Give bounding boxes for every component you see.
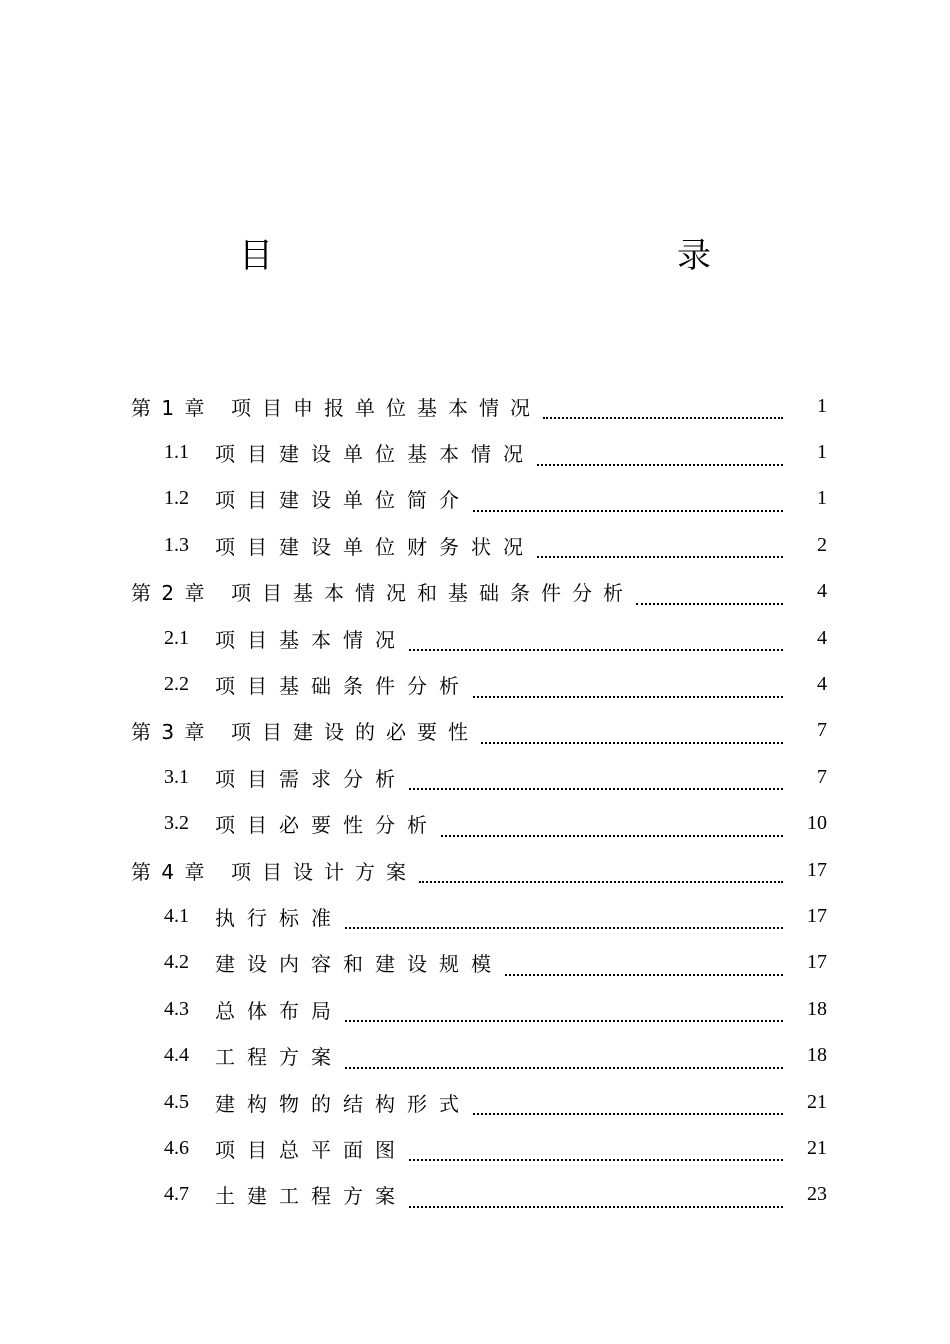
toc-section-entry[interactable] xyxy=(0,1032,950,1078)
toc-entry-number: 2.2 xyxy=(164,673,189,696)
toc-entry-number: 1.1 xyxy=(164,441,189,464)
toc-entry-label: 项目建设单位基本情况 xyxy=(215,442,535,467)
toc-entry-number: 4.4 xyxy=(164,1044,189,1067)
toc-entry-number: 第 3 章 xyxy=(131,720,207,745)
toc-section-entry[interactable] xyxy=(0,1125,950,1171)
toc-dot-leader xyxy=(345,1047,783,1069)
toc-entry-label: 总体布局 xyxy=(215,998,343,1023)
toc-entry-label: 项目申报单位基本情况 xyxy=(231,395,541,420)
toc-dot-leader xyxy=(473,676,783,698)
toc-section-entry[interactable] xyxy=(0,1172,950,1218)
toc-entry-number: 第 2 章 xyxy=(131,581,207,606)
toc-page-number: 17 xyxy=(807,951,827,974)
toc-page-number: 1 xyxy=(817,441,827,464)
toc-section-entry[interactable] xyxy=(0,1079,950,1125)
toc-entry-label: 工程方案 xyxy=(215,1045,343,1070)
toc-dot-leader xyxy=(537,536,783,558)
toc-entry-number: 4.1 xyxy=(164,904,189,927)
toc-section-entry[interactable] xyxy=(0,522,950,568)
toc-page-number: 1 xyxy=(817,394,827,417)
toc-section-entry[interactable] xyxy=(0,801,950,847)
toc-entry-label: 项目设计方案 xyxy=(231,859,417,884)
toc-chapter-entry[interactable] xyxy=(0,569,950,615)
toc-page-number: 7 xyxy=(817,765,827,788)
toc-dot-leader xyxy=(409,1139,783,1161)
toc-entry-label: 项目建设单位财务状况 xyxy=(215,534,535,559)
toc-chapter-entry[interactable] xyxy=(0,383,950,429)
toc-page-number: 4 xyxy=(817,626,827,649)
toc-page-number: 4 xyxy=(817,673,827,696)
toc-dot-leader xyxy=(441,815,783,837)
toc-entry-label: 执行标准 xyxy=(215,905,343,930)
toc-page-number: 4 xyxy=(817,580,827,603)
toc-page-number: 21 xyxy=(807,1136,827,1159)
toc-entry-label: 项目基础条件分析 xyxy=(215,674,471,699)
toc-chapter-entry[interactable] xyxy=(0,847,950,893)
toc-dot-leader xyxy=(409,629,783,651)
toc-dot-leader xyxy=(409,768,783,790)
toc-entry-label: 项目建设单位简介 xyxy=(215,488,471,513)
toc-page-number: 17 xyxy=(807,904,827,927)
toc-dot-leader xyxy=(473,490,783,512)
toc-section-entry[interactable] xyxy=(0,754,950,800)
toc-entry-number: 3.2 xyxy=(164,812,189,835)
toc-page-number: 18 xyxy=(807,997,827,1020)
toc-entry-number: 第 1 章 xyxy=(131,395,207,420)
toc-entry-number: 2.1 xyxy=(164,626,189,649)
toc-entry-label: 项目总平面图 xyxy=(215,1137,407,1162)
toc-dot-leader xyxy=(543,397,783,419)
toc-section-entry[interactable] xyxy=(0,476,950,522)
toc-entry-number: 第 4 章 xyxy=(131,859,207,884)
toc-dot-leader xyxy=(345,907,783,929)
toc-entry-label: 项目需求分析 xyxy=(215,766,407,791)
toc-chapter-entry[interactable] xyxy=(0,708,950,754)
toc-dot-leader xyxy=(345,1000,783,1022)
toc-page-number: 10 xyxy=(807,812,827,835)
toc-page-number: 18 xyxy=(807,1044,827,1067)
toc-entry-number: 4.3 xyxy=(164,997,189,1020)
toc-entry-number: 1.3 xyxy=(164,533,189,556)
toc-dot-leader xyxy=(481,722,783,744)
toc-entry-label: 项目基本情况 xyxy=(215,627,407,652)
toc-dot-leader xyxy=(473,1093,783,1115)
toc-entry-number: 4.6 xyxy=(164,1136,189,1159)
toc-page-number: 23 xyxy=(807,1183,827,1206)
toc-entry-label: 建设内容和建设规模 xyxy=(215,952,503,977)
toc-page-number: 1 xyxy=(817,487,827,510)
toc-entry-label: 建构物的结构形式 xyxy=(215,1091,471,1116)
toc-entry-label: 土建工程方案 xyxy=(215,1184,407,1209)
toc-dot-leader xyxy=(419,861,783,883)
toc-entry-label: 项目基本情况和基础条件分析 xyxy=(231,581,634,606)
toc-entry-number: 3.1 xyxy=(164,765,189,788)
toc-dot-leader xyxy=(636,583,783,605)
toc-section-entry[interactable] xyxy=(0,940,950,986)
toc-page-number: 2 xyxy=(817,533,827,556)
toc-entry-number: 4.5 xyxy=(164,1090,189,1113)
toc-section-entry[interactable] xyxy=(0,986,950,1032)
toc-entry-number: 4.2 xyxy=(164,951,189,974)
page-title: 目 录 xyxy=(239,236,823,276)
toc-entry-number: 1.2 xyxy=(164,487,189,510)
toc-dot-leader xyxy=(537,444,783,466)
toc-dot-leader xyxy=(505,954,783,976)
toc-dot-leader xyxy=(409,1186,783,1208)
toc-page-number: 7 xyxy=(817,719,827,742)
toc-page-number: 21 xyxy=(807,1090,827,1113)
toc-entry-label: 项目必要性分析 xyxy=(215,813,439,838)
toc-section-entry[interactable] xyxy=(0,661,950,707)
table-of-contents xyxy=(0,383,950,1218)
toc-section-entry[interactable] xyxy=(0,893,950,939)
toc-page-number: 17 xyxy=(807,858,827,881)
toc-section-entry[interactable] xyxy=(0,615,950,661)
toc-entry-label: 项目建设的必要性 xyxy=(231,720,479,745)
toc-section-entry[interactable] xyxy=(0,429,950,475)
toc-entry-number: 4.7 xyxy=(164,1183,189,1206)
